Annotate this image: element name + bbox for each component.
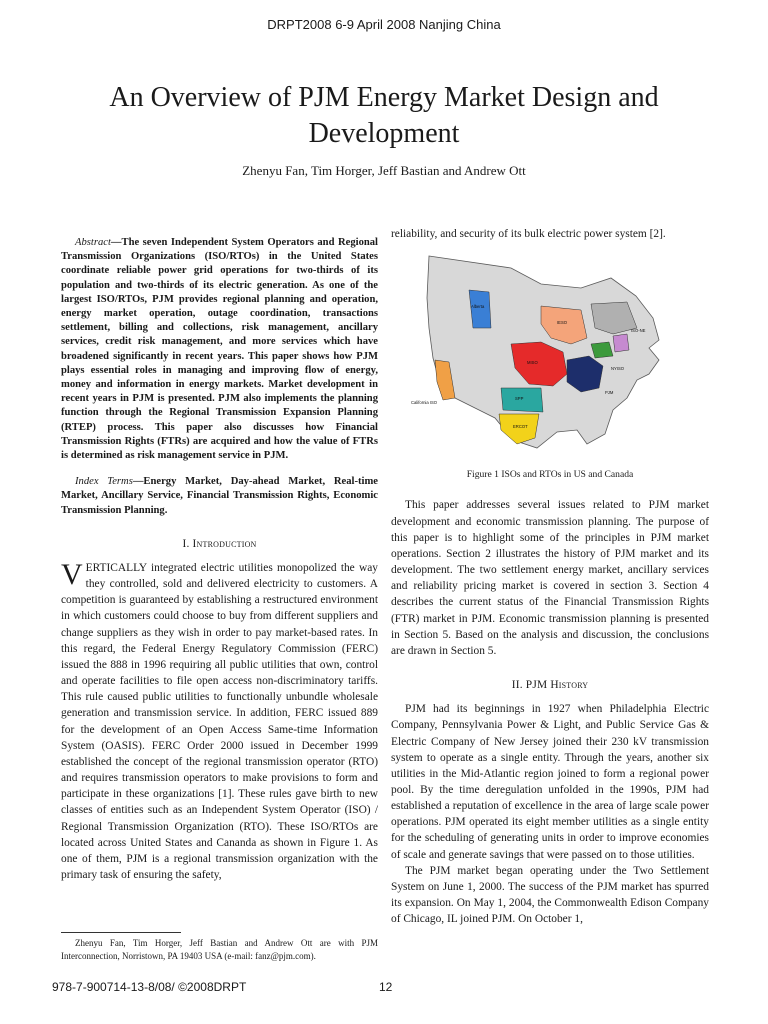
history-paragraph-2: The PJM market began operating under the Two Settlement System on June 1, 2000. The success of the PJM market has spurred its expansion. On May 1, 2004, the Commonwealth Edison Company of Chicago, IL joined PJM. On October 1, — [391, 864, 709, 926]
abstract-label: Abstract — [75, 237, 111, 248]
section-heading-pjm-history: II. PJM History — [511, 679, 589, 692]
region-alberta — [469, 290, 491, 328]
overview-paragraph: This paper addresses several issues related to PJM market development and economic transmission planning. The purpose of this paper is to highlight some of the principles in PJM market operations. Section 2 illustrates the history of PJM market and its development. The two settlement energy market, ancillary services and reliability pricing market is covered in section 3. Section 4 describes the current status of the Financial Transmission Rights (FTR) market in PJM. Economic transmission planning is presented in Section 5. Based on the analysis and discussion, the conclusions are drawn in Section 5. — [391, 499, 709, 657]
conference-header: DRPT2008 6-9 April 2008 Nanjing China — [267, 17, 501, 32]
index-terms — [61, 475, 378, 518]
isbn-footer: 978-7-900714-13-8/08/ ©2008DRPT — [52, 980, 247, 994]
label-spp: SPP — [515, 396, 524, 402]
abstract — [61, 236, 378, 463]
right-column — [391, 226, 709, 927]
page-number: 12 — [379, 980, 393, 994]
paper-title: An Overview of PJM Energy Market Design and Development — [109, 82, 659, 149]
iso-rto-map-figure — [391, 248, 709, 458]
label-ieso: IESO — [557, 320, 568, 326]
label-caiso: California ISO — [411, 400, 438, 406]
section-heading-introduction: I. Introduction — [182, 537, 257, 550]
footnote-rule — [61, 932, 181, 933]
index-terms-label: Index Terms — [75, 476, 133, 488]
index-terms-text: —Energy Market, Day-ahead Market, Real-time Market, Ancillary Service, Financial Transmission Rights, Economic Transmission Planning. — [61, 476, 378, 516]
figure-caption: Figure 1 ISOs and RTOs in US and Canada — [466, 469, 634, 481]
continued-text: reliability, and security of its bulk electric power system [2]. — [391, 228, 666, 240]
introduction-paragraph: VERTICALLY integrated electric utilities monopolized the way they controlled, sold and delivered electricity to customers. A competition is guaranteed by establishing a restructured environment in which customers could choose to buy from different suppliers and change suppliers as they wish in order to pay market-based rates. In this regard, the Federal Energy Regulatory Commission (FERC) issued the 888 in 1996 requiring all public utilities that own, control and operate facilities to file open access non-discriminatory tariffs. This rule caused public utilities to functionally unbundle wholesale generation and transmission service. In addition, FERC issued 889 for the development of an Open Access Same-time Information System (OASIS). FERC Order 2000 issued in December 1999 established the concept of the regional transmission operator (RTO) and requires transmission operators to make provisions to form and participate in these organizations [1]. These rules gave birth to new classes of entities such as an Independent System Operator (ISO) / Regional Transmission Organization (RTO). These ISO/RTOs are located across United States and Cananda as shown in Figure 1. As one of them, PJM is a regional transmission organization with the primary task of ensuring the safety, — [61, 558, 378, 881]
region-isone — [613, 334, 629, 352]
abstract-text: —The seven Independent System Operators and Regional Transmission Organizations (ISO/RTOs) in the United States coordinate reliable power grid operations for two-thirds of its population and two-thirds of its electric generation. As one of the largest ISO/RTOs, PJM provides regional planning and operation, energy market operation, outage coordination, transactions settlement, billing and collections, risk management, ancillary services, credit risk management, and more services which have broadened significantly in recent years. This paper shows how PJM plays essential roles in managing and improving flow of energy, money and information in energy markets. Market development in recent years in PJM is presented. PJM also implements the planning function through the Regional Transmission Expansion Planning (RTEP) process. This paper also discusses how Financial Transmission Rights (FTRs) are acquired and how the value of FTRs is determined as risk management service in PJM. — [61, 237, 378, 462]
left-column — [61, 226, 378, 883]
author-affiliation-footnote: Zhenyu Fan, Tim Horger, Jeff Bastian and Andrew Ott are with PJM Interconnection, Norristown, PA 19403 USA (e-mail: fanz@pjm.com). — [61, 938, 378, 961]
author-list: Zhenyu Fan, Tim Horger, Jeff Bastian and Andrew Ott — [242, 163, 526, 178]
label-nyiso: NYISO — [611, 366, 625, 372]
region-nyiso — [591, 342, 613, 358]
label-miso: MISO — [527, 360, 538, 366]
label-pjm: PJM — [605, 390, 614, 396]
label-ercot: ERCOT — [513, 424, 528, 430]
history-paragraph-1: PJM had its beginnings in 1927 when Philadelphia Electric Company, Pennsylvania Power & Light, and Public Service Gas & Electric Company of New Jersey joined their 230 kV transmission system to operate as a single entity. Through the years, another six utilities in the Mid-Atlantic region joined to form a regional power pool. By the time deregulation unfolded in the 1990s, PJM had established a reputation of excellence in the area of large scale power operations. PJM operated its eight member utilities as a single entity for the scheduling of generating units in order to improve economies of scale and generate savings that were passed on to those utilities. — [391, 703, 709, 861]
label-isone: ISO-NE — [631, 328, 646, 334]
label-alberta: Alberta — [471, 304, 485, 310]
